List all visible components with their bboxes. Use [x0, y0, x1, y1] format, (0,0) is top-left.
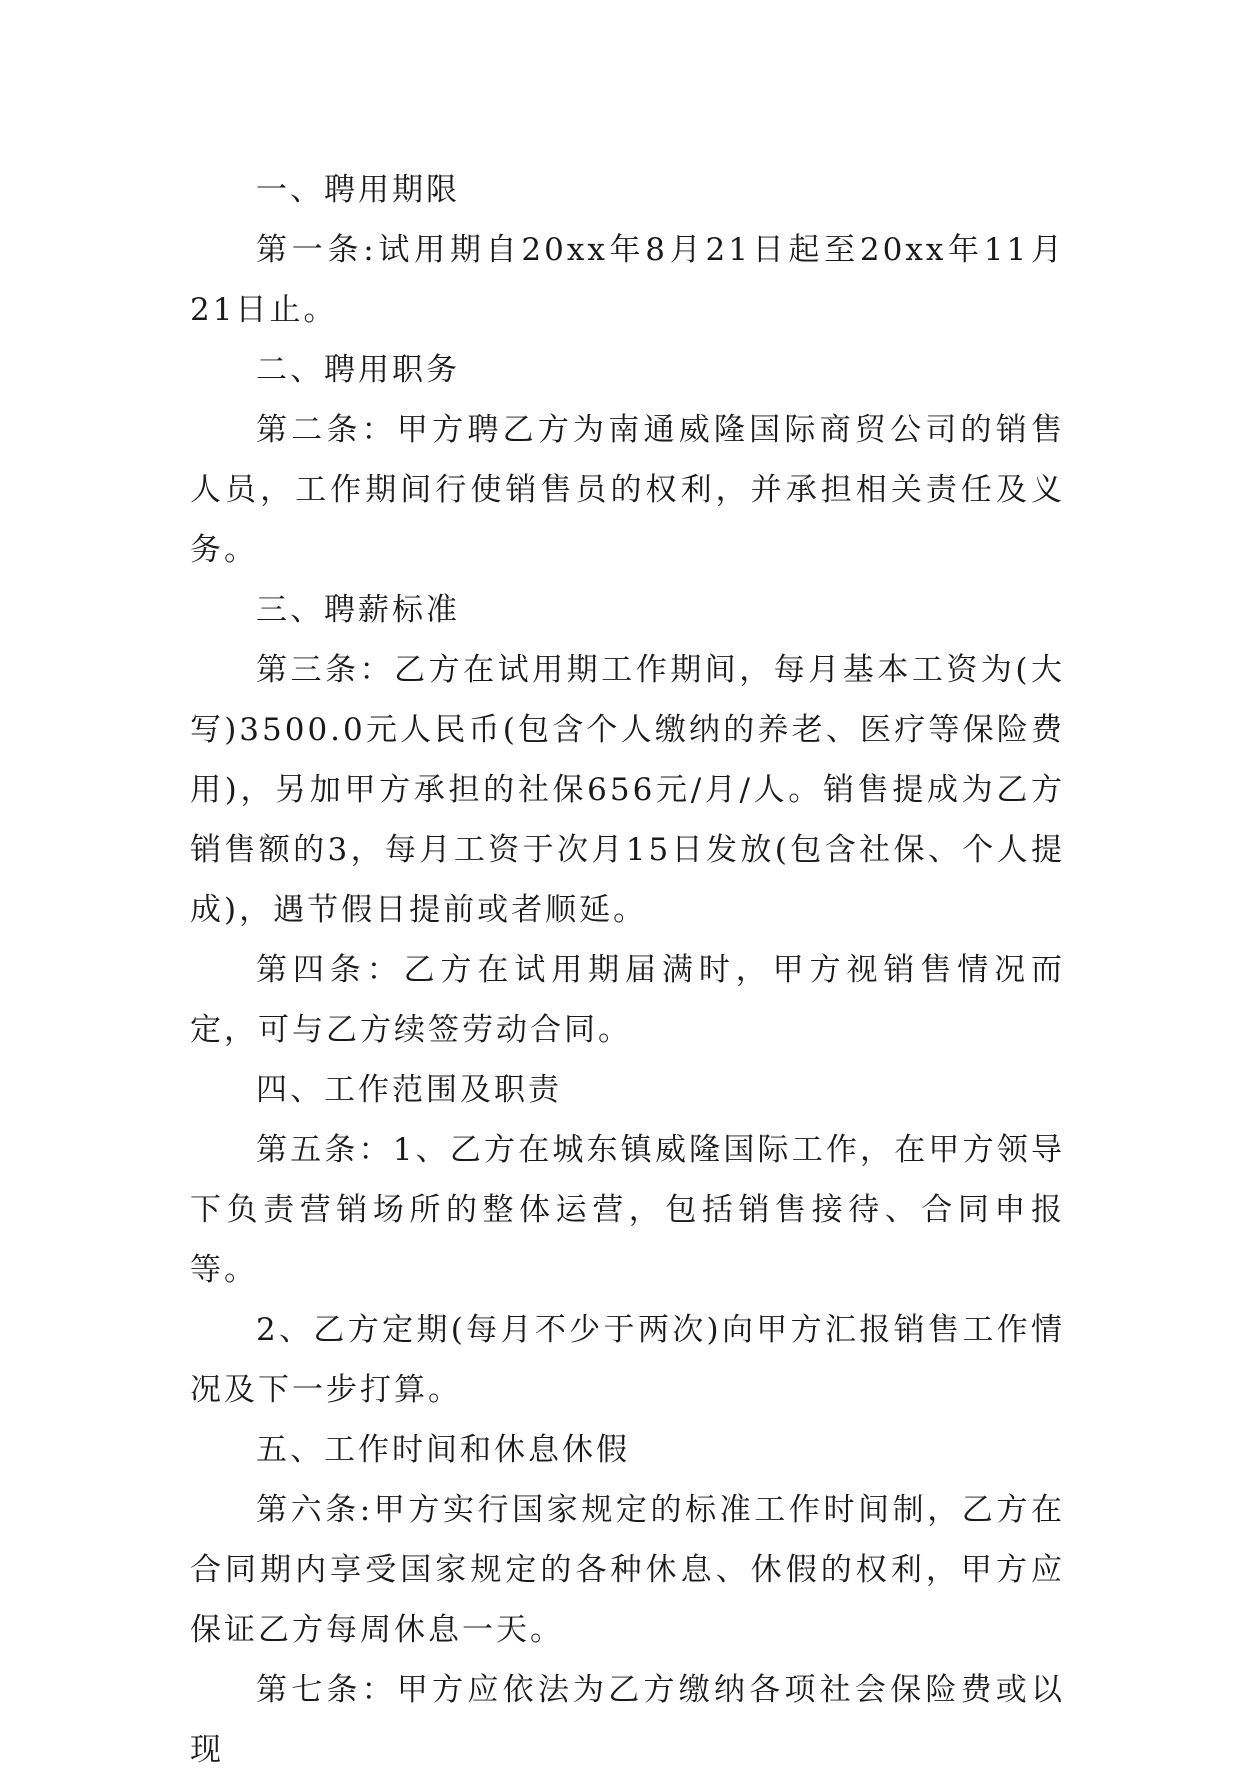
section-heading-scope: 四、工作范围及职责 — [256, 1072, 562, 1108]
section-heading-hours: 五、工作时间和休息休假 — [256, 1432, 630, 1468]
article-6: 第六条:甲方实行国家规定的标准工作时间制，乙方在合同期内享受国家规定的各种休息、休假的权利，甲方应保证乙方每周休息一天。 — [190, 1492, 1065, 1648]
article-5: 第五条：1、乙方在城东镇威隆国际工作，在甲方领导下负责营销场所的整体运营，包括销售接待、合同申报等。 — [190, 1132, 1065, 1288]
article-1: 第一条:试用期自20xx年8月21日起至20xx年11月21日止。 — [190, 232, 1065, 328]
section-heading-term: 一、聘用期限 — [256, 172, 460, 208]
article-4: 第四条：乙方在试用期届满时，甲方视销售情况而定，可与乙方续签劳动合同。 — [190, 952, 1065, 1048]
article-3: 第三条：乙方在试用期工作期间，每月基本工资为(大写)3500.0元人民币(包含个人缴纳的养老、医疗等保险费用)，另加甲方承担的社保656元/月/人。销售提成为乙方销售额的3，每月工资于次月15日发放(包含社保、个人提成)，遇节假日提前或者顺延。 — [190, 652, 1065, 928]
section-heading-salary: 三、聘薪标准 — [256, 592, 460, 628]
article-5-item-2: 2、乙方定期(每月不少于两次)向甲方汇报销售工作情况及下一步打算。 — [190, 1312, 1065, 1408]
article-7: 第七条：甲方应依法为乙方缴纳各项社会保险费或以现 — [190, 1672, 1065, 1768]
document-body — [190, 160, 1065, 1780]
section-heading-position: 二、聘用职务 — [256, 352, 460, 388]
article-2: 第二条：甲方聘乙方为南通威隆国际商贸公司的销售人员，工作期间行使销售员的权利，并承担相关责任及义务。 — [190, 412, 1065, 568]
